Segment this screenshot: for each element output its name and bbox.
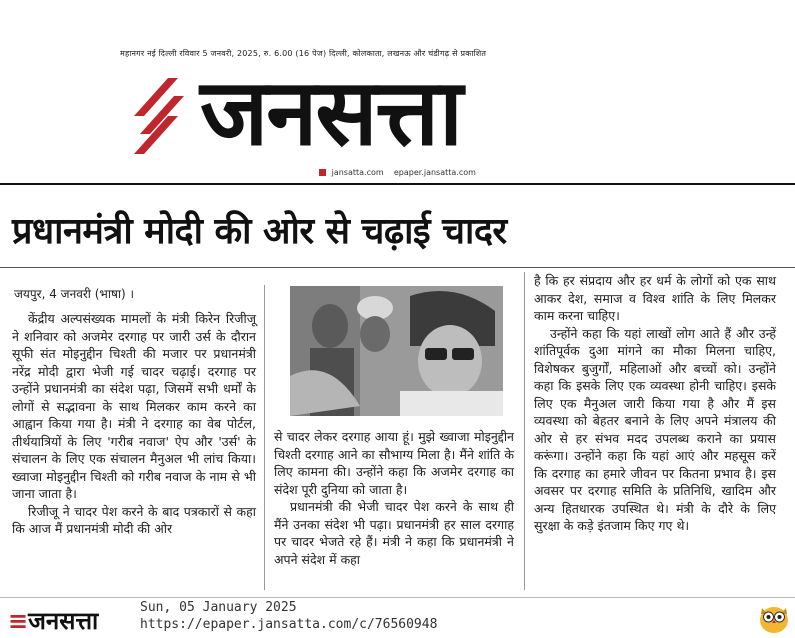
footer-divider bbox=[0, 597, 795, 598]
footer-url[interactable]: https://epaper.jansatta.com/c/76560948 bbox=[140, 617, 438, 632]
masthead-divider bbox=[0, 183, 795, 185]
paragraph: उन्होंने कहा कि यहां लाखों लोग आते हैं और उन्हें शांतिपूर्वक दुआ मांगने का मौका मिलना चाहिए, विशेषकर बुजुर्गों, महिलाओं और बच्चों को। उन्होंने कहा कि इसके लिए एक व्यवस्था होनी चाहिए। इसके लिए एक मैनुअल जारी किया गया है और मैं इस व्यवस्था को बेहतर बनाने के लिए अपने मंत्रालय की ओर से हर संभव मदद उपलब्ध कराने का प्रयास करूंगा। उन्होंने कहा कि यहां आएं और महसूस करें कि दरगाह का हमारे जीवन पर कितना प्रभाव है। इस अवसर पर दरगाह समिति के प्रतिनिधि, खादिम और अन्य हितधारक उपस्थित थे। मंत्री के दौरे के लिए सुरक्षा के कड़े इंतजाम किए गए थे। bbox=[534, 325, 776, 533]
paragraph: केंद्रीय अल्पसंख्यक मामलों के मंत्री किरेन रिजीजू ने शनिवार को अजमेर दरगाह पर जारी उर्स के दौरान सूफी संत मोइनुद्दीन चिश्ती की मजार पर प्रधानमंत्री नरेंद्र मोदी द्वारा भेजी गई चादर चढ़ाई। दरगाह पर उन्होंने प्रधानमंत्री का संदेश पढ़ा, जिसमें सभी धर्मों के लोगों से सद्भावना के साथ मिलकर काम करने का आह्वान किया गया है। मंत्री ने दरगाह का वेब पोर्टल, तीर्थयात्रियों के लिए 'गरीब नवाज' ऐप और 'उर्स' के संचालन के लिए एक संचालन मैनुअल भी लांच किया। ख्वाजा मोइनुद्दीन चिश्ती को गरीब नवाज के नाम से भी जाना जाता है। bbox=[12, 311, 256, 501]
footer-logo-mark-icon: ≡ bbox=[8, 607, 29, 635]
owl-mascot-icon bbox=[758, 600, 790, 634]
photo-illustration bbox=[290, 286, 503, 416]
column-divider bbox=[264, 285, 265, 590]
article-photo bbox=[290, 286, 503, 416]
headline-divider bbox=[0, 267, 795, 268]
footer-date: Sun, 05 January 2025 bbox=[140, 600, 297, 615]
footer-logo-text: जनसत्ता bbox=[28, 607, 99, 635]
paragraph: प्रधानमंत्री की भेजी चादर पेश करने के साथ ही मैंने उनका संदेश भी पढ़ा। प्रधानमंत्री हर साल दरगाह पर चादर भेजते रहे हैं। मंत्री ने कहा कि प्रधानमंत्री ने अपने संदेश में कहा bbox=[274, 499, 514, 567]
column-divider bbox=[524, 272, 525, 590]
paragraph: से चादर लेकर दरगाह आया हूं। मुझे ख्वाजा मोइनुद्दीन चिश्ती दरगाह आने का सौभाग्य मिला है। मैंने शांति के लिए कामना की। उन्होंने कहा कि अजमेर दरगाह का संदेश पूरी दुनिया को जाता है। bbox=[274, 429, 514, 497]
masthead bbox=[0, 58, 795, 178]
masthead-weblinks bbox=[0, 168, 795, 177]
article-byline: जयपुर, 4 जनवरी (भाषा) । bbox=[14, 287, 135, 301]
web-link[interactable]: jansatta.com bbox=[331, 168, 384, 177]
paragraph: रिजीजू ने चादर पेश करने के बाद पत्रकारों से कहा कि आज मैं प्रधानमंत्री मोदी की ओर bbox=[12, 503, 256, 536]
masthead-dateline: महानगर नई दिल्ली रविवार 5 जनवरी, 2025, रु. 6.00 (16 पेज) दिल्ली, कोलकाता, लखनऊ और चंडीगढ़ से प्रकाशित bbox=[120, 49, 487, 58]
article-column-3 bbox=[534, 272, 776, 535]
jansatta-logo-mark-icon bbox=[124, 78, 194, 158]
paragraph: है कि हर संप्रदाय और हर धर्म के लोगों को एक साथ आकर देश, समाज व विश्व शांति के लिए मिलकर काम करना चाहिए। bbox=[534, 273, 776, 323]
article-headline: प्रधानमंत्री मोदी की ओर से चढ़ाई चादर bbox=[12, 211, 507, 252]
epaper-link[interactable]: epaper.jansatta.com bbox=[393, 168, 476, 177]
article-column-1 bbox=[12, 310, 256, 538]
article-column-2 bbox=[274, 428, 514, 568]
masthead-logo: जनसत्ता bbox=[200, 59, 461, 166]
web-icon bbox=[319, 169, 326, 176]
footer-logo[interactable] bbox=[8, 604, 98, 637]
